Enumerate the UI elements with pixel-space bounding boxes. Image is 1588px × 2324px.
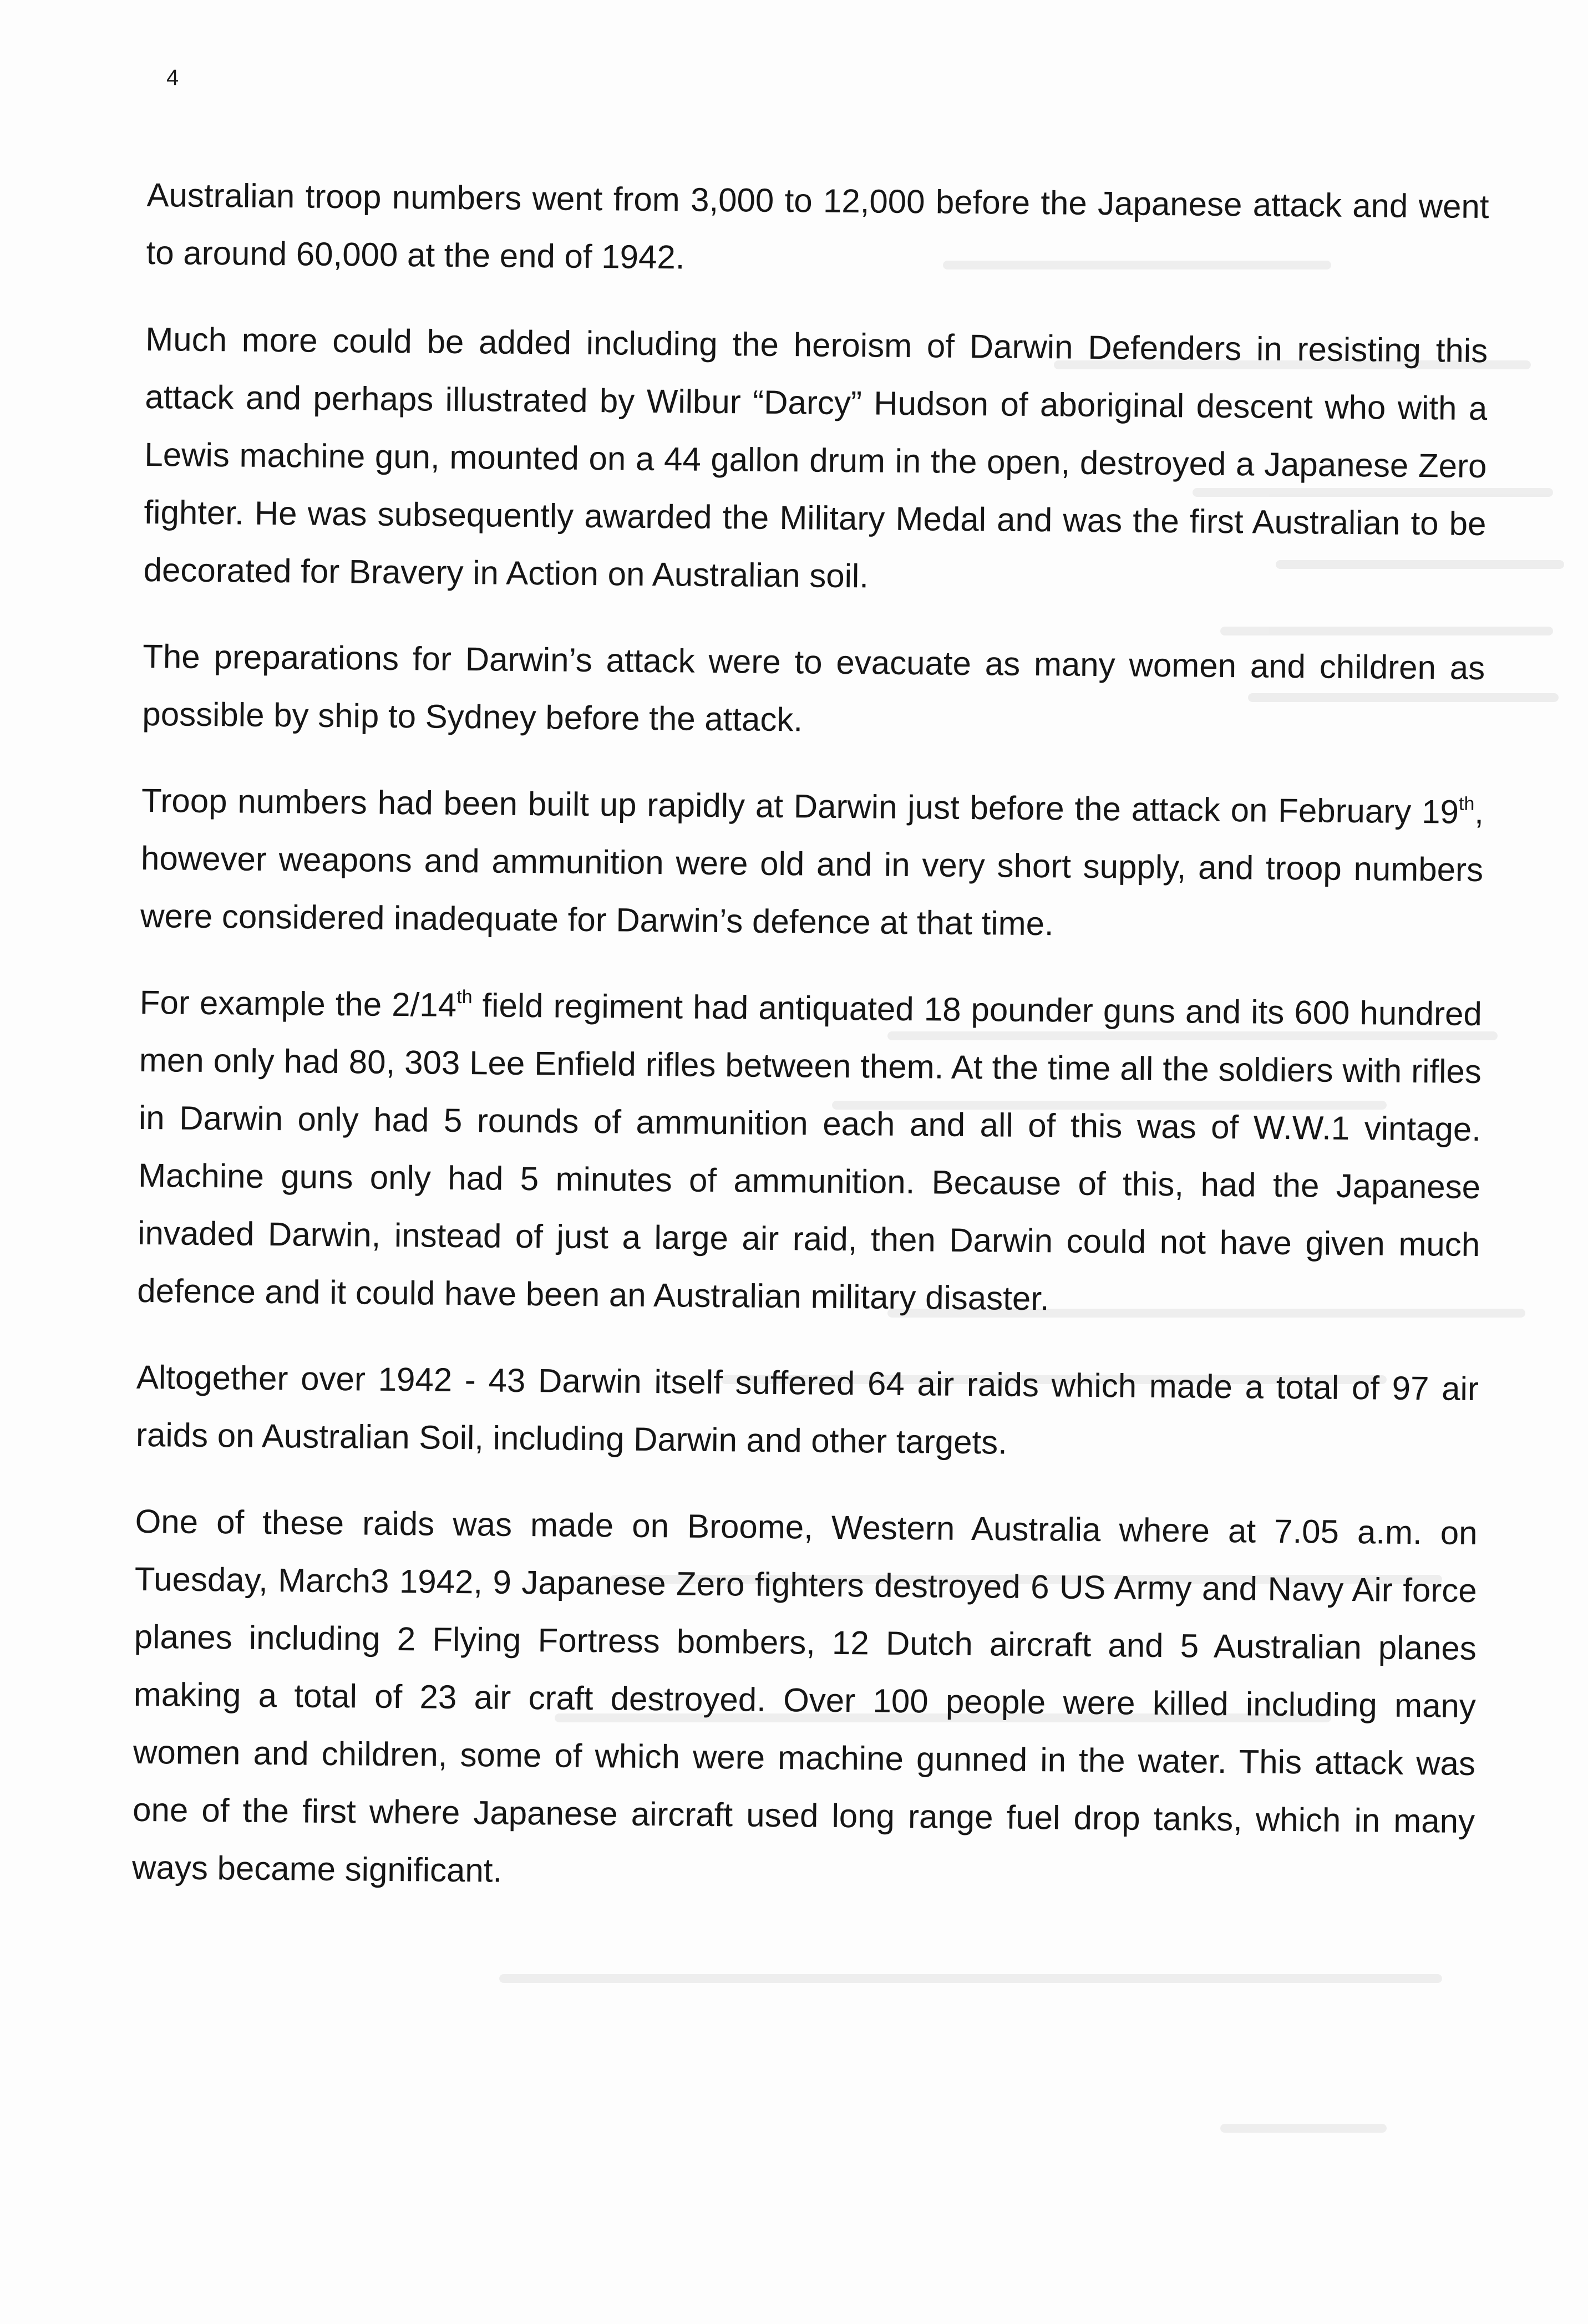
paragraph-evacuation: The preparations for Darwin’s attack were to evacuate as many women and children as possible by ship to Sydney before the attack.: [142, 637, 1485, 739]
paragraph-troop-buildup: [140, 772, 1484, 957]
page-number: 4: [166, 65, 179, 90]
paragraph-field-regiment: [137, 974, 1482, 1331]
paragraph-text: field regiment had antiquated 18 pounder guns and its 600 hundred men only had 80, 303 Lee Enfield rifles between them. At the time all the soldiers with rifles in Darwin only had 5 rounds of ammunition each and all of this was of W.W.1 vintage. Machine guns only had 5 minutes of ammunition. Because of this, had the Japanese invaded Darwin, instead of just a large air raid, then Darwin could not have given much defence and it could have been an Australian military disaster.: [137, 986, 1483, 1318]
paragraph-text: For example the 2/14: [139, 983, 457, 1024]
paragraph-text: Troop numbers had been built up rapidly at Darwin just before the attack on February 19: [141, 781, 1459, 831]
paragraph-text: , however weapons and ammunition were old and in very short supply, and troop numbers were considered inadequate for Darwin’s defence at that time.: [140, 793, 1484, 943]
paragraph-broome-raid: One of these raids was made on Broome, Western Australia where at 7.05 a.m. on Tuesday, March3 1942, 9 Japanese Zero fighters destroyed 6 US Army and Navy Air force planes including 2 Flying Fortress bombers, 12 Dutch aircraft and 5 Australian planes making a total of 23 air craft destroyed. Over 100 people were killed including many women and children, some of which were machine gunned in the water. This attack was one of the first where Japanese aircraft used long range fuel drop tanks, which in many ways became significant.: [131, 1502, 1478, 1889]
paragraph-troop-numbers: Australian troop numbers went from 3,000 to 12,000 before the Japanese attack and went to around 60,000 at the end of 1942.: [146, 176, 1489, 276]
paragraph-darwin-defenders: Much more could be added including the heroism of Darwin Defenders in resisting this attack and perhaps illustrated by Wilbur “Darcy” Hudson of aboriginal descent who with a Lewis machine gun, mounted on a 44 gallon drum in the open, destroyed a Japanese Zero fighter. He was subsequently awarded the Military Medal and was the first Australian to be decorated for Bravery in Action on Australian soil.: [143, 320, 1488, 595]
paragraph-air-raids-total: Altogether over 1942 - 43 Darwin itself suffered 64 air raids which made a total of 97 air raids on Australian Soil, including Darwin and other targets.: [135, 1358, 1479, 1461]
ordinal-suffix: th: [1458, 793, 1475, 815]
ordinal-suffix: th: [456, 986, 473, 1008]
body-text: [131, 166, 1489, 1937]
